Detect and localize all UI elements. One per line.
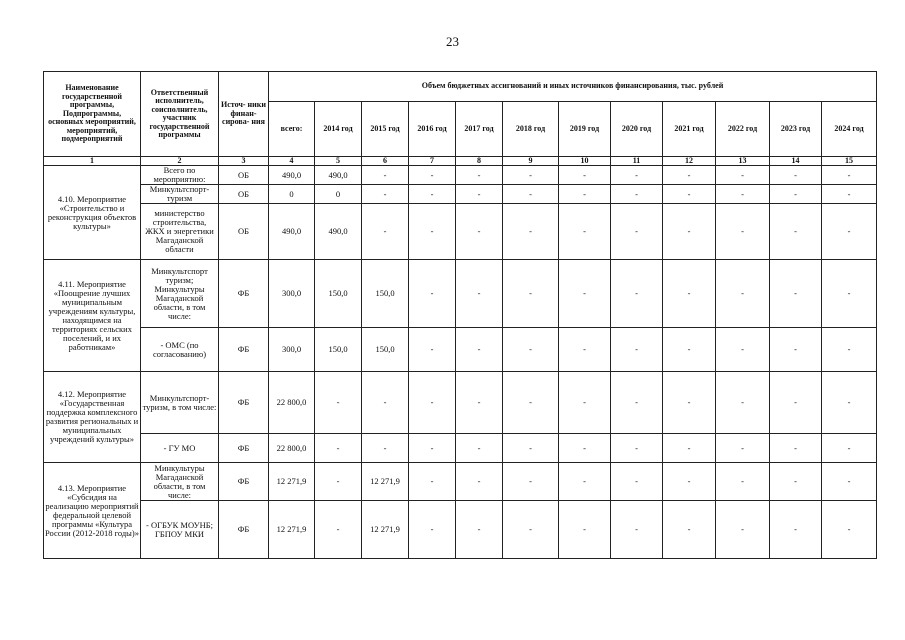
value-cell: 12 271,9: [362, 463, 409, 501]
column-number: 15: [822, 157, 877, 166]
value-cell: -: [503, 185, 559, 204]
source-cell: ОБ: [219, 166, 269, 185]
header-year: 2015 год: [362, 102, 409, 157]
value-cell: -: [663, 463, 716, 501]
activity-name: 4.13. Мероприятие «Субсидия на реализацию мероприятий федеральной целевой программы «Культура России (2012-2018 годы)»: [44, 463, 141, 559]
value-cell: -: [611, 463, 663, 501]
value-cell: -: [770, 328, 822, 372]
source-cell: ОБ: [219, 204, 269, 260]
value-cell: -: [770, 463, 822, 501]
header-year: 2021 год: [663, 102, 716, 157]
value-cell: -: [409, 166, 456, 185]
value-cell: -: [716, 204, 770, 260]
value-cell: -: [770, 260, 822, 328]
table-row: [44, 463, 877, 501]
table-row: [44, 501, 877, 559]
source-cell: ФБ: [219, 501, 269, 559]
header-year: 2024 год: [822, 102, 877, 157]
value-cell: -: [611, 260, 663, 328]
value-cell: -: [503, 501, 559, 559]
total-cell: 300,0: [269, 328, 315, 372]
value-cell: -: [822, 260, 877, 328]
value-cell: 150,0: [315, 260, 362, 328]
column-number: 5: [315, 157, 362, 166]
total-cell: 490,0: [269, 204, 315, 260]
value-cell: -: [770, 185, 822, 204]
table-row: [44, 260, 877, 328]
table-row: [44, 185, 877, 204]
value-cell: -: [716, 185, 770, 204]
value-cell: -: [559, 434, 611, 463]
value-cell: -: [456, 463, 503, 501]
value-cell: -: [822, 372, 877, 434]
value-cell: -: [409, 185, 456, 204]
value-cell: -: [770, 434, 822, 463]
table-row: [44, 328, 877, 372]
value-cell: -: [503, 204, 559, 260]
header-volume: Объем бюджетных ассигнований и иных источников финансирования, тыс. рублей: [269, 72, 877, 102]
value-cell: -: [409, 328, 456, 372]
value-cell: 150,0: [362, 328, 409, 372]
value-cell: -: [822, 204, 877, 260]
value-cell: -: [611, 204, 663, 260]
table-row: [44, 166, 877, 185]
column-number: 8: [456, 157, 503, 166]
value-cell: -: [456, 204, 503, 260]
value-cell: -: [362, 166, 409, 185]
value-cell: -: [611, 328, 663, 372]
value-cell: -: [503, 463, 559, 501]
total-cell: 0: [269, 185, 315, 204]
value-cell: -: [559, 166, 611, 185]
value-cell: -: [456, 185, 503, 204]
value-cell: -: [716, 463, 770, 501]
value-cell: -: [362, 185, 409, 204]
responsible-cell: Минкультспорт- туризм, в том числе:: [141, 372, 219, 434]
value-cell: -: [663, 166, 716, 185]
value-cell: -: [559, 260, 611, 328]
column-number: 12: [663, 157, 716, 166]
value-cell: -: [362, 434, 409, 463]
value-cell: -: [503, 166, 559, 185]
column-number: 2: [141, 157, 219, 166]
responsible-cell: Минкультуры Магаданской области, в том числе:: [141, 463, 219, 501]
value-cell: -: [663, 372, 716, 434]
responsible-cell: - ГУ МО: [141, 434, 219, 463]
value-cell: -: [559, 463, 611, 501]
value-cell: -: [716, 501, 770, 559]
column-number: 6: [362, 157, 409, 166]
source-cell: ФБ: [219, 328, 269, 372]
value-cell: -: [315, 501, 362, 559]
activity-name: 4.11. Мероприятие «Поощрение лучших муниципальным учреждениям культуры, находящимся на территориях сельских поселений, и их работникам»: [44, 260, 141, 372]
value-cell: 0: [315, 185, 362, 204]
header-year: 2023 год: [770, 102, 822, 157]
column-number: 10: [559, 157, 611, 166]
value-cell: -: [456, 328, 503, 372]
value-cell: 150,0: [362, 260, 409, 328]
column-number-row: [44, 157, 877, 166]
value-cell: -: [611, 185, 663, 204]
header-source: Источ- ники финан- сирова- ния: [219, 72, 269, 157]
value-cell: -: [503, 260, 559, 328]
value-cell: -: [822, 463, 877, 501]
value-cell: -: [409, 260, 456, 328]
column-number: 1: [44, 157, 141, 166]
value-cell: 12 271,9: [362, 501, 409, 559]
value-cell: 490,0: [315, 166, 362, 185]
column-number: 11: [611, 157, 663, 166]
value-cell: -: [822, 434, 877, 463]
column-number: 4: [269, 157, 315, 166]
header-name: Наименование государственной программы, Подпрограммы, основных мероприятий, мероприятий, подмероприятий: [44, 72, 141, 157]
source-cell: ФБ: [219, 463, 269, 501]
value-cell: -: [559, 185, 611, 204]
value-cell: -: [663, 204, 716, 260]
responsible-cell: Минкультспорт туризм; Минкультуры Магаданской области, в том числе:: [141, 260, 219, 328]
value-cell: -: [559, 328, 611, 372]
total-cell: 22 800,0: [269, 434, 315, 463]
column-number: 3: [219, 157, 269, 166]
table-row: [44, 372, 877, 434]
value-cell: -: [770, 204, 822, 260]
source-cell: ОБ: [219, 185, 269, 204]
header-year: 2014 год: [315, 102, 362, 157]
table-row: [44, 434, 877, 463]
value-cell: -: [716, 166, 770, 185]
value-cell: -: [362, 204, 409, 260]
value-cell: -: [770, 166, 822, 185]
column-number: 9: [503, 157, 559, 166]
header-year: 2018 год: [503, 102, 559, 157]
value-cell: -: [503, 372, 559, 434]
value-cell: -: [822, 328, 877, 372]
header-year: 2019 год: [559, 102, 611, 157]
value-cell: -: [663, 434, 716, 463]
value-cell: -: [456, 434, 503, 463]
value-cell: -: [315, 372, 362, 434]
value-cell: -: [822, 166, 877, 185]
total-cell: 12 271,9: [269, 463, 315, 501]
value-cell: -: [663, 260, 716, 328]
column-number: 7: [409, 157, 456, 166]
header-year: 2016 год: [409, 102, 456, 157]
budget-table: [43, 71, 877, 559]
header-year: 2022 год: [716, 102, 770, 157]
value-cell: -: [611, 166, 663, 185]
value-cell: -: [559, 372, 611, 434]
value-cell: -: [822, 185, 877, 204]
column-number: 13: [716, 157, 770, 166]
total-cell: 490,0: [269, 166, 315, 185]
value-cell: -: [822, 501, 877, 559]
value-cell: -: [559, 204, 611, 260]
value-cell: -: [503, 434, 559, 463]
column-number: 14: [770, 157, 822, 166]
header-year: 2017 год: [456, 102, 503, 157]
header-year: 2020 год: [611, 102, 663, 157]
value-cell: -: [663, 185, 716, 204]
value-cell: -: [409, 501, 456, 559]
value-cell: 150,0: [315, 328, 362, 372]
value-cell: -: [611, 501, 663, 559]
header-responsible: Ответственный исполнитель, соисполнитель, участник государственной программы: [141, 72, 219, 157]
header-total: всего:: [269, 102, 315, 157]
value-cell: -: [770, 372, 822, 434]
value-cell: -: [315, 434, 362, 463]
value-cell: -: [409, 434, 456, 463]
value-cell: -: [611, 434, 663, 463]
value-cell: -: [456, 166, 503, 185]
value-cell: -: [409, 463, 456, 501]
value-cell: -: [362, 372, 409, 434]
responsible-cell: министерство строительства, ЖКХ и энергетики Магаданской области: [141, 204, 219, 260]
value-cell: -: [559, 501, 611, 559]
source-cell: ФБ: [219, 260, 269, 328]
value-cell: -: [716, 260, 770, 328]
page-number: 23: [446, 34, 459, 49]
value-cell: -: [716, 434, 770, 463]
activity-name: 4.12. Мероприятие «Государственная поддержка комплексного развития региональных и муниципальных учреждений культуры»: [44, 372, 141, 463]
activity-name: 4.10. Мероприятие «Строительство и реконструкция объектов культуры»: [44, 166, 141, 260]
total-cell: 12 271,9: [269, 501, 315, 559]
value-cell: -: [456, 501, 503, 559]
source-cell: ФБ: [219, 372, 269, 434]
responsible-cell: - ОГБУК МОУНБ; ГБПОУ МКИ: [141, 501, 219, 559]
value-cell: -: [315, 463, 362, 501]
value-cell: -: [716, 372, 770, 434]
table-row: [44, 204, 877, 260]
responsible-cell: Всего по мероприятию:: [141, 166, 219, 185]
value-cell: -: [716, 328, 770, 372]
responsible-cell: - ОМС (по согласованию): [141, 328, 219, 372]
value-cell: -: [409, 204, 456, 260]
total-cell: 22 800,0: [269, 372, 315, 434]
value-cell: -: [611, 372, 663, 434]
value-cell: -: [663, 328, 716, 372]
value-cell: -: [503, 328, 559, 372]
value-cell: -: [663, 501, 716, 559]
total-cell: 300,0: [269, 260, 315, 328]
value-cell: -: [456, 260, 503, 328]
responsible-cell: Минкультспорт- туризм: [141, 185, 219, 204]
source-cell: ФБ: [219, 434, 269, 463]
value-cell: -: [409, 372, 456, 434]
value-cell: -: [770, 501, 822, 559]
value-cell: 490,0: [315, 204, 362, 260]
value-cell: -: [456, 372, 503, 434]
